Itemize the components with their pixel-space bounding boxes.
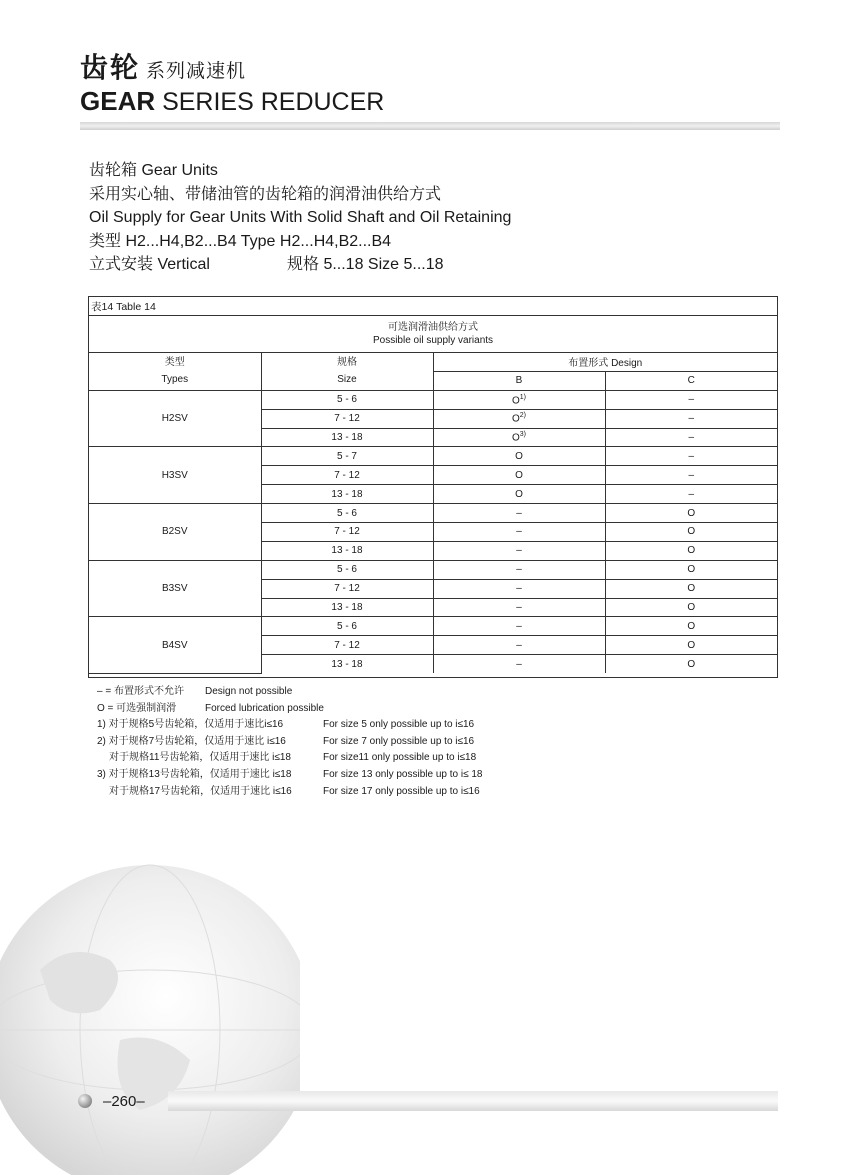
design-c-cell: O bbox=[605, 541, 777, 560]
col-c-header: C bbox=[605, 371, 777, 390]
footnote-ref: 1) bbox=[519, 393, 526, 401]
col-design-header: 布置形式 Design bbox=[433, 353, 777, 371]
type-cell: H3SV bbox=[89, 447, 261, 504]
size-cell: 5 - 6 bbox=[261, 560, 433, 579]
size-cell: 5 - 6 bbox=[261, 504, 433, 523]
note-cn: O = 可选强制润滑 bbox=[97, 702, 177, 714]
table-number-divider bbox=[89, 315, 777, 316]
table-row bbox=[89, 447, 777, 466]
note-line bbox=[97, 717, 482, 734]
title-line-5-right: 规格 5...18 Size 5...18 bbox=[287, 256, 444, 273]
table-box bbox=[88, 296, 778, 678]
design-b-cell bbox=[433, 636, 605, 655]
type-cell: H2SV bbox=[89, 390, 261, 447]
design-b-cell bbox=[433, 541, 605, 560]
page-header bbox=[80, 52, 384, 115]
note-en: For size 7 only possible up to i≤16 bbox=[323, 735, 475, 747]
design-b-cell bbox=[433, 579, 605, 598]
table-caption bbox=[89, 321, 777, 347]
note-line bbox=[97, 767, 482, 784]
design-b-cell bbox=[433, 617, 605, 636]
col-types-header bbox=[89, 353, 261, 390]
design-c-cell: O bbox=[605, 560, 777, 579]
design-b-cell bbox=[433, 655, 605, 673]
note-cn: 3) 对于规格13号齿轮箱，仅适用于速比 i≤18 bbox=[97, 768, 292, 780]
size-cell: 7 - 12 bbox=[261, 466, 433, 485]
table-row bbox=[89, 504, 777, 523]
design-b-cell bbox=[433, 409, 605, 428]
header-row bbox=[89, 353, 777, 371]
note-line bbox=[97, 750, 482, 767]
design-b-cell bbox=[433, 523, 605, 542]
design-c-cell: – bbox=[605, 466, 777, 485]
design-c-cell: O bbox=[605, 598, 777, 617]
header-en-bold: GEAR bbox=[80, 86, 156, 116]
size-cell: 7 - 12 bbox=[261, 579, 433, 598]
note-cn: 对于规格11号齿轮箱，仅适用于速比 i≤18 bbox=[109, 752, 291, 764]
title-line-5 bbox=[89, 253, 511, 277]
design-b-value: – bbox=[516, 658, 522, 670]
size-cell: 13 - 18 bbox=[261, 541, 433, 560]
col-types-en: Types bbox=[161, 374, 189, 386]
size-cell: 13 - 18 bbox=[261, 598, 433, 617]
note-line bbox=[97, 784, 482, 801]
oil-supply-table bbox=[89, 353, 777, 674]
design-b-cell bbox=[433, 447, 605, 466]
design-b-value: O bbox=[515, 450, 523, 462]
design-b-value: O bbox=[511, 394, 520, 406]
design-b-value: O bbox=[515, 488, 523, 500]
design-c-cell: O bbox=[605, 504, 777, 523]
table-caption-cn: 可选润滑油供给方式 bbox=[388, 322, 478, 333]
design-c-cell: – bbox=[605, 447, 777, 466]
title-line-4: 类型 H2...H4,B2...B4 Type H2...H4,B2...B4 bbox=[89, 232, 392, 250]
header-rule bbox=[80, 122, 780, 130]
type-cell: B3SV bbox=[89, 560, 261, 617]
section-titles bbox=[89, 159, 511, 277]
page-number: –260– bbox=[103, 1093, 145, 1110]
header-cn-title bbox=[80, 52, 384, 88]
design-b-cell bbox=[433, 466, 605, 485]
size-cell: 13 - 18 bbox=[261, 428, 433, 447]
table-row bbox=[89, 390, 777, 409]
design-c-cell: – bbox=[605, 485, 777, 504]
note-en: For size 5 only possible up to i≤16 bbox=[323, 719, 475, 731]
col-size-cn: 规格 bbox=[337, 357, 357, 369]
note-line bbox=[97, 684, 482, 701]
design-b-value: O bbox=[511, 432, 520, 444]
design-b-value: – bbox=[516, 583, 522, 595]
note-cn: 2) 对于规格7号齿轮箱，仅适用于速比 i≤16 bbox=[97, 735, 286, 747]
note-en: Forced lubrication possible bbox=[205, 702, 324, 714]
globe-graphic bbox=[0, 860, 300, 1175]
design-c-cell: O bbox=[605, 579, 777, 598]
design-c-cell: O bbox=[605, 655, 777, 673]
header-cn-main: 齿轮 bbox=[80, 52, 141, 83]
footer-bullet bbox=[78, 1094, 92, 1108]
type-cell: B4SV bbox=[89, 617, 261, 673]
note-en: For size 13 only possible up to i≤ 18 bbox=[323, 768, 483, 780]
design-b-value: – bbox=[516, 620, 522, 632]
note-line bbox=[97, 701, 482, 718]
table-row bbox=[89, 617, 777, 636]
design-b-value: – bbox=[516, 545, 522, 557]
design-b-cell bbox=[433, 560, 605, 579]
note-en: For size 17 only possible up to i≤16 bbox=[323, 785, 480, 797]
design-c-cell: – bbox=[605, 390, 777, 409]
title-line-3: Oil Supply for Gear Units With Solid Shaft and Oil Retaining bbox=[89, 209, 512, 226]
header-cn-sub: 系列减速机 bbox=[146, 61, 247, 82]
header-en-title bbox=[80, 88, 384, 115]
design-c-cell: – bbox=[605, 409, 777, 428]
size-cell: 7 - 12 bbox=[261, 409, 433, 428]
design-b-value: – bbox=[516, 564, 522, 576]
design-c-cell: O bbox=[605, 523, 777, 542]
size-cell: 5 - 6 bbox=[261, 617, 433, 636]
note-cn: 对于规格17号齿轮箱，仅适用于速比 i≤16 bbox=[109, 785, 292, 797]
size-cell: 13 - 18 bbox=[261, 655, 433, 673]
note-cn: – = 布置形式不允许 bbox=[97, 686, 184, 697]
col-types-cn: 类型 bbox=[164, 357, 185, 369]
table-notes bbox=[97, 684, 482, 800]
size-cell: 5 - 7 bbox=[261, 447, 433, 466]
design-b-value: – bbox=[516, 526, 522, 538]
title-line-5-left: 立式安装 Vertical bbox=[89, 256, 210, 273]
footer-rule bbox=[168, 1091, 778, 1111]
design-b-cell bbox=[433, 390, 605, 409]
design-b-cell bbox=[433, 485, 605, 504]
note-en: Design not possible bbox=[205, 686, 293, 697]
size-cell: 7 - 12 bbox=[261, 523, 433, 542]
design-b-cell bbox=[433, 598, 605, 617]
design-b-cell bbox=[433, 428, 605, 447]
footnote-ref: 2) bbox=[519, 412, 526, 420]
note-cn: 1) 对于规格5号齿轮箱，仅适用于速比i≤16 bbox=[97, 719, 284, 731]
design-c-cell: – bbox=[605, 428, 777, 447]
type-cell: B2SV bbox=[89, 504, 261, 561]
note-line bbox=[97, 734, 482, 751]
size-cell: 7 - 12 bbox=[261, 636, 433, 655]
design-b-value: O bbox=[515, 469, 523, 481]
note-en: For size11 only possible up to i≤18 bbox=[323, 752, 477, 764]
design-b-value: – bbox=[516, 602, 522, 614]
col-size-header bbox=[261, 353, 433, 390]
footnote-ref: 3) bbox=[519, 431, 526, 439]
design-b-value: – bbox=[516, 639, 522, 651]
header-en-rest: SERIES REDUCER bbox=[155, 88, 385, 116]
table-row bbox=[89, 560, 777, 579]
table-number: 表14 Table 14 bbox=[91, 301, 156, 313]
size-cell: 13 - 18 bbox=[261, 485, 433, 504]
design-c-cell: O bbox=[605, 636, 777, 655]
table-caption-en: Possible oil supply variants bbox=[372, 335, 494, 346]
title-line-2: 采用实心轴、带储油管的齿轮箱的润滑油供给方式 bbox=[89, 185, 442, 203]
title-line-1: 齿轮箱 Gear Units bbox=[89, 162, 218, 179]
design-b-value: – bbox=[516, 507, 522, 519]
design-c-cell: O bbox=[605, 617, 777, 636]
design-b-value: O bbox=[511, 413, 520, 425]
design-b-cell bbox=[433, 504, 605, 523]
col-size-en: Size bbox=[337, 374, 357, 386]
size-cell: 5 - 6 bbox=[261, 390, 433, 409]
col-b-header: B bbox=[433, 371, 605, 390]
